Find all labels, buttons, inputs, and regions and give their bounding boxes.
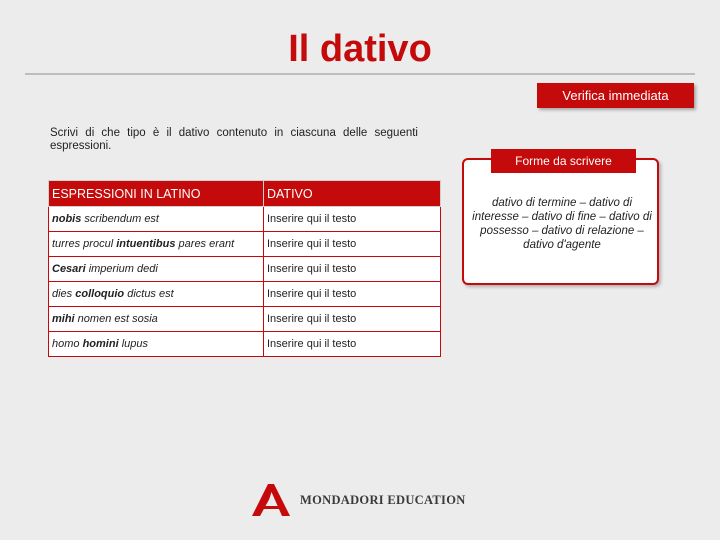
verifica-immediata-badge: Verifica immediata xyxy=(537,83,694,108)
header-latin: ESPRESSIONI IN LATINO xyxy=(49,181,264,207)
table-row xyxy=(49,282,441,307)
answer-field[interactable]: Inserire qui il testo xyxy=(264,332,441,357)
header-dativo: DATIVO xyxy=(264,181,441,207)
table-header-row xyxy=(49,181,441,207)
forms-box-label: Forme da scrivere xyxy=(491,149,636,173)
answer-field[interactable]: Inserire qui il testo xyxy=(264,232,441,257)
answer-field[interactable]: Inserire qui il testo xyxy=(264,207,441,232)
mondadori-logo-icon xyxy=(250,482,292,518)
answer-field[interactable]: Inserire qui il testo xyxy=(264,307,441,332)
table-row xyxy=(49,332,441,357)
title-divider xyxy=(25,73,695,75)
latin-expression: mihi nomen est sosia xyxy=(49,307,264,332)
answer-field[interactable]: Inserire qui il testo xyxy=(264,282,441,307)
publisher-name: MONDADORI EDUCATION xyxy=(300,492,466,507)
answer-field[interactable]: Inserire qui il testo xyxy=(264,257,441,282)
latin-expression: nobis scribendum est xyxy=(49,207,264,232)
latin-expression: dies colloquio dictus est xyxy=(49,282,264,307)
table-row xyxy=(49,232,441,257)
page-title: Il dativo xyxy=(288,28,432,70)
footer-logo xyxy=(250,480,480,520)
instructions-text: Scrivi di che tipo è il dativo contenuto in ciascuna delle seguenti espressioni. xyxy=(50,127,418,152)
expressions-table xyxy=(48,180,441,357)
table-row xyxy=(49,307,441,332)
latin-expression: homo homini lupus xyxy=(49,332,264,357)
latin-expression: Cesari imperium dedi xyxy=(49,257,264,282)
table-row xyxy=(49,257,441,282)
table-row xyxy=(49,207,441,232)
latin-expression: turres procul intuentibus pares erant xyxy=(49,232,264,257)
forms-box-text: dativo di termine – dativo di interesse – dativo di fine – dativo di possesso – dativo di relazione – dativo d'agente xyxy=(472,197,652,251)
